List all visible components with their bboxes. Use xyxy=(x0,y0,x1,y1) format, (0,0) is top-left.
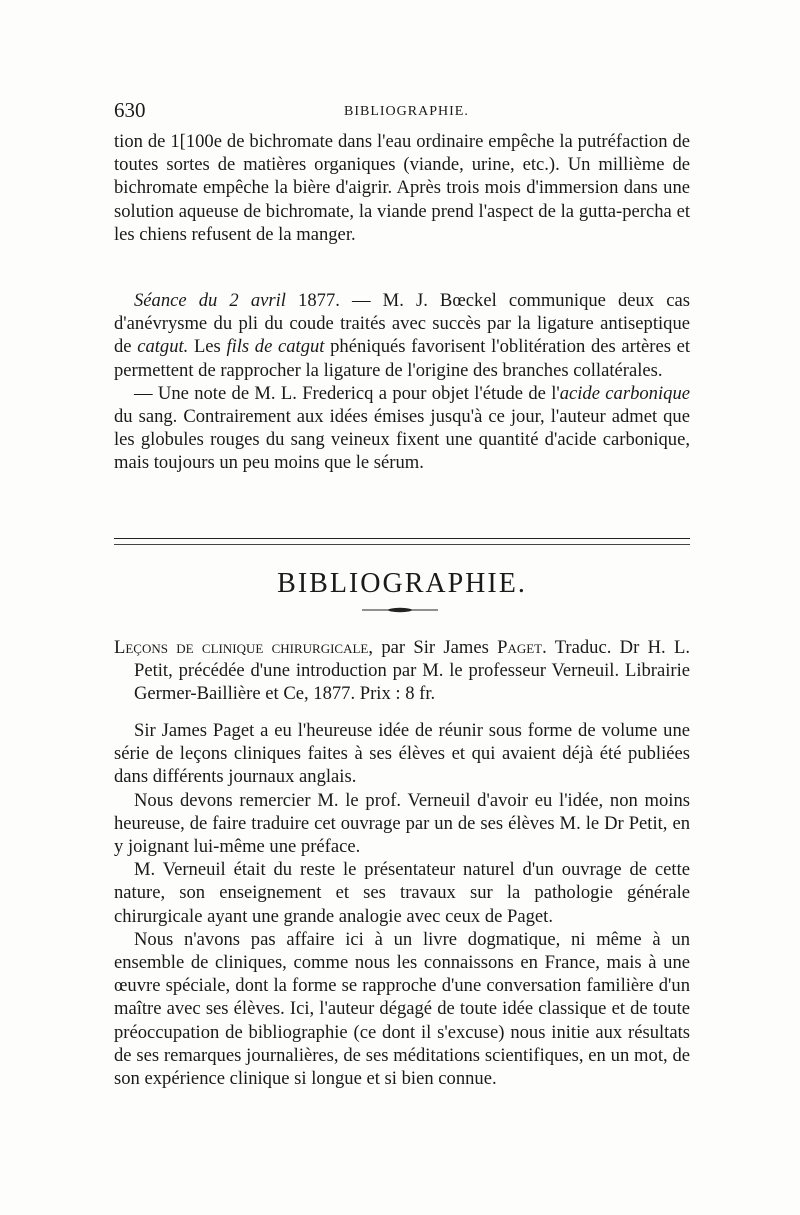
review-paragraph-4: Nous n'avons pas affaire ici à un livre dogmatique, ni même à un ensemble de cliniques, comme nous les connaissons en France, mais à une œuvre spéciale, dont la forme se rapproche d'une conversation familière d'un maître avec ses élèves. Ici, l'auteur dégagé de toute idée classique et de toute préoccupation de bibliographie (ce dont il s'excuse) nous initie aux résultats de ses remarques journalières, de ses méditations scientifiques, en un mot, de son expérience clinique si longue et si bien connue. xyxy=(114,928,690,1090)
title-ornament xyxy=(360,607,440,613)
catgut-term: catgut. xyxy=(137,336,189,358)
seance-rest: phéniqués favorisent l'oblitération des artères et permettent de rapprocher la ligature de l'origine des branches collatérales. xyxy=(114,336,690,381)
book-details: Traduc. Dr H. L. Petit, précédée d'une introduction par M. le professeur Verneuil. Librairie Germer-Baillière et Ce, 1877. Prix : 8 fr. xyxy=(134,637,690,705)
intro-paragraph: tion de 1[100e de bichromate dans l'eau ordinaire empêche la putréfaction de toutes sortes de matières organiques (viande, urine, etc.). Un millième de bichromate empêche la bière d'aigrir. Après trois mois d'immersion dans une solution aqueuse de bichromate, la viande prend l'aspect de la gutta-percha et les chiens refusent de la manger. xyxy=(114,131,690,245)
book-entry-block xyxy=(114,636,690,706)
fredericq-start: — Une note de M. L. Fredericq a pour objet l'étude de l' xyxy=(134,382,560,404)
page-header xyxy=(114,98,690,124)
running-title: BIBLIOGRAPHIE. xyxy=(344,104,469,119)
book-title: Leçons de clinique chirurgicale, xyxy=(114,637,374,658)
book-by: par Sir James xyxy=(373,637,498,658)
book-entry xyxy=(114,636,690,706)
fredericq-end: du sang. Contrairement aux idées émises jusqu'à ce jour, l'auteur admet que les globules rouges du sang veineux fixent une quantité d'acide carbonique, mais toujours un peu moins que le sérum. xyxy=(114,406,690,474)
seance-text: 1877. — M. J. Bœckel communique deux cas d'anévrysme du pli du coude traités avec succès par la ligature antiseptique de xyxy=(114,290,690,358)
review-paragraph-2: Nous devons remercier M. le prof. Verneuil d'avoir eu l'idée, non moins heureuse, de faire traduire cet ouvrage par un de ses élèves M. le Dr Petit, en y joignant lui-même une préface. xyxy=(114,789,690,858)
review-text-block xyxy=(114,719,690,1090)
book-author: Paget. xyxy=(497,637,547,658)
review-paragraph-1: Sir James Paget a eu l'heureuse idée de réunir sous forme de volume une série de leçons cliniques faites à ses élèves et qui avaient déjà été publiées dans différents journaux anglais. xyxy=(114,720,690,788)
page-number: 630 xyxy=(114,98,146,122)
seance-date: Séance du 2 avril xyxy=(134,290,286,311)
review-paragraph-3: M. Verneuil était du reste le présentateur naturel d'un ouvrage de cette nature, son enseignement et ses travaux sur la pathologie générale chirurgicale ayant une grande analogie avec ceux de Paget. xyxy=(114,859,690,927)
section-title: BIBLIOGRAPHIE. xyxy=(277,568,527,599)
seance-text-block xyxy=(114,289,690,475)
section-divider xyxy=(114,538,690,545)
seance-paragraph xyxy=(114,289,690,382)
acide-term: acide carbonique xyxy=(559,382,690,404)
intro-text-block xyxy=(114,130,690,246)
seance-mid: Les xyxy=(188,336,227,358)
fredericq-paragraph xyxy=(114,382,690,475)
fils-term: fils de catgut xyxy=(226,336,325,358)
